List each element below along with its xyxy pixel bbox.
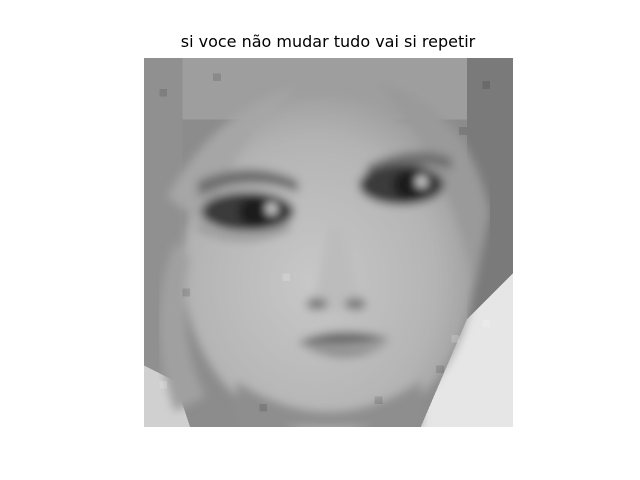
- figure-title: si voce não mudar tudo vai si repetir: [180, 32, 476, 51]
- face-image-graphic: [144, 58, 513, 427]
- face-image: [144, 58, 513, 427]
